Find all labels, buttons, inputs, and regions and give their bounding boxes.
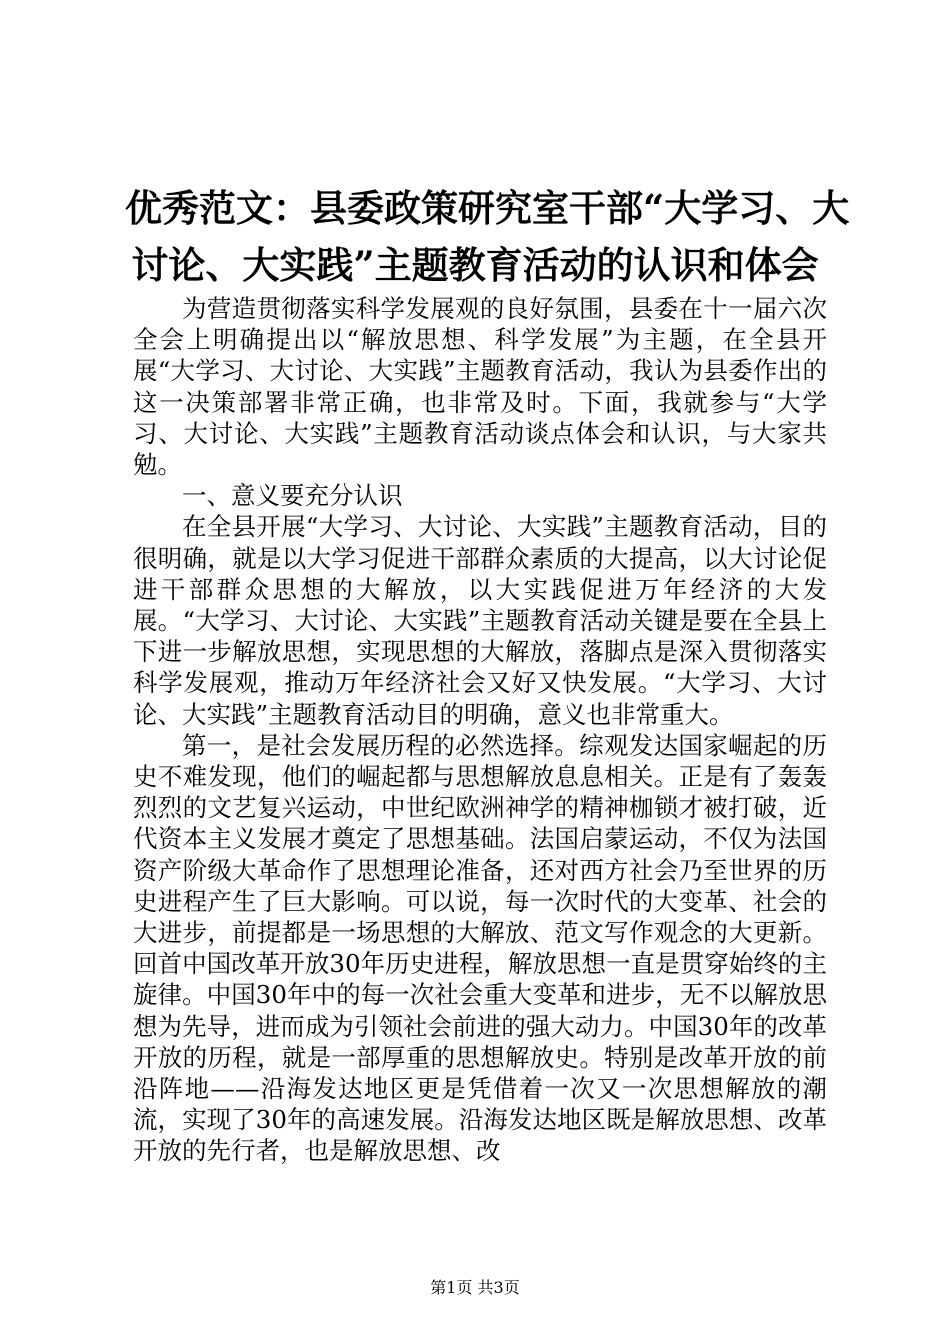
paragraph-intro: 为营造贯彻落实科学发展观的良好氛围，县委在十一届六次全会上明确提出以“解放思想、科学发展”为主题，在全县开展“大学习、大讨论、大实践”主题教育活动，我认为县委作出的这一决策部署非常正确，也非常及时。下面，我就参与“大学习、大讨论、大实践”主题教育活动谈点体会和认识，与大家共勉。 <box>133 294 827 480</box>
document-title <box>125 180 850 294</box>
document-body <box>133 293 827 1167</box>
page-number-footer: 第1页 共3页 <box>430 1278 520 1297</box>
paragraph-first-point: 第一，是社会发展历程的必然选择。综观发达国家崛起的历史不难发现，他们的崛起都与思想解放息息相关。正是有了轰轰烈烈的文艺复兴运动，中世纪欧洲神学的精神枷锁才被打破，近代资本主义发展才奠定了思想基础。法国启蒙运动，不仅为法国资产阶级大革命作了思想理论准备，还对西方社会乃至世界的历史进程产生了巨大影响。可以说，每一次时代的大变革、社会的大进步，前提都是一场思想的大解放、范文写作观念的大更新。回首中国改革开放30年历史进程，解放思想一直是贯穿始终的主旋律。中国30年中的每一次社会重大变革和进步，无不以解放思想为先导，进而成为引领社会前进的强大动力。中国30年的改革开放的历程，就是一部厚重的思想解放史。特别是改革开放的前沿阵地——沿海发达地区更是凭借着一次又一次思想解放的潮流，实现了30年的高速发展。沿海发达地区既是解放思想、改革开放的先行者，也是解放思想、改 <box>133 730 827 1166</box>
title-line-1: 优秀范文：县委政策研究室干部“大学习、大 <box>125 186 850 230</box>
section-heading-significance: 一、意义要充分认识 <box>182 481 403 511</box>
title-line-2: 讨论、大实践”主题教育活动的认识和体会 <box>131 243 819 287</box>
paragraph-purpose: 在全县开展“大学习、大讨论、大实践”主题教育活动，目的很明确，就是以大学习促进干部群众素质的大提高，以大讨论促进干部群众思想的大解放，以大实践促进万年经济的大发展。“大学习、大讨论、大实践”主题教育活动关键是要在全县上下进一步解放思想，实现思想的大解放，落脚点是深入贯彻落实科学发展观，推动万年经济社会又好又快发展。“大学习、大讨论、大实践”主题教育活动目的明确，意义也非常重大。 <box>133 512 827 729</box>
